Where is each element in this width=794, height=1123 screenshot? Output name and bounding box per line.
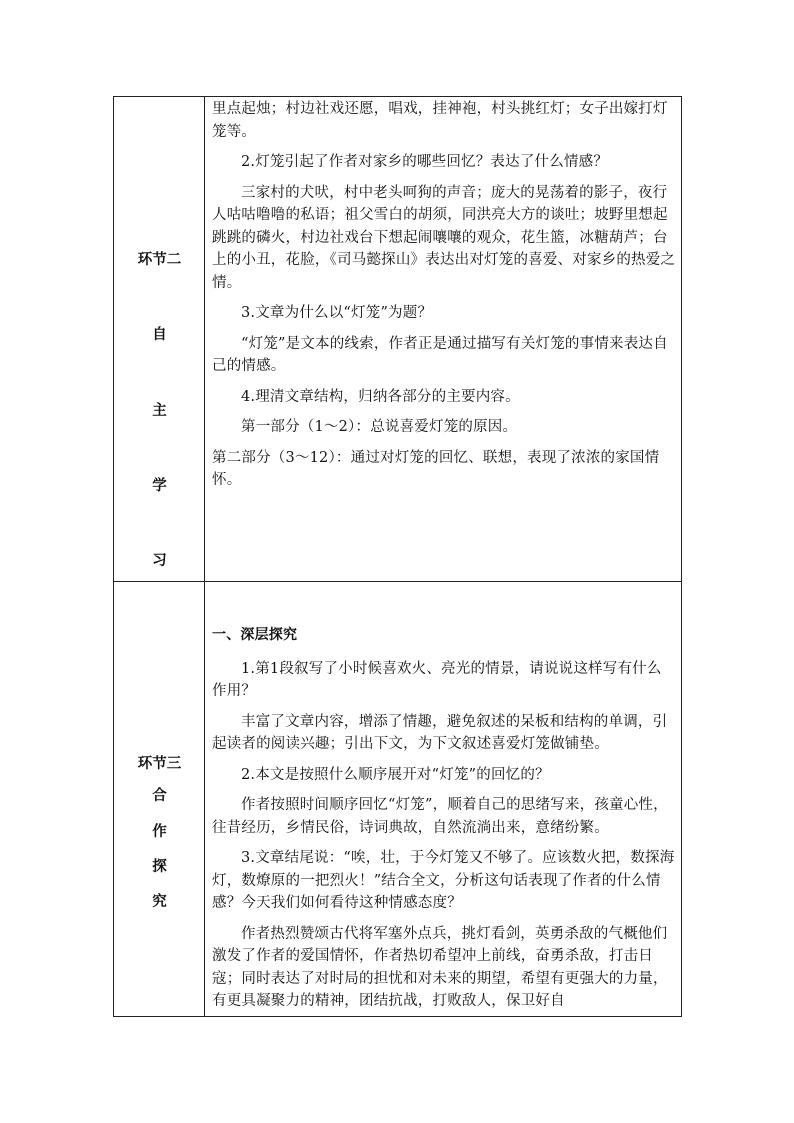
- answer: 丰富了文章内容，增添了情趣，避免叙述的呆板和结构的单调，引起读者的阅读兴趣；引出下文，为下文叙述喜爱灯笼做铺垫。: [212, 713, 668, 752]
- table-row: [114, 97, 681, 582]
- section-label-char: 作: [152, 824, 167, 840]
- answer: 作者热烈赞颂古代将军塞外点兵，挑灯看剑，英勇杀敌的气概他们激发了作者的爱国情怀，作者热切希望冲上前线，奋勇杀敌，打击日寇；同时表达了对时局的担忧和对未来的期望，希望有更强大的力量，有更具凝聚力的精神，团结抗战，打败敌人，保卫好自: [212, 925, 668, 1009]
- section-heading: 一、深层探究: [212, 627, 298, 643]
- section-label-char: 探: [152, 859, 167, 875]
- lesson-table: [113, 96, 682, 1017]
- answer: 作者按照时间顺序回忆“灯笼”，顺着自己的思绪写来，孩童心性，往昔经历，乡情民俗，诗词典故，自然流淌出来，意绪纷繁。: [212, 797, 668, 836]
- question: 4.理清文章结构，归纳各部分的主要内容。: [241, 388, 520, 405]
- paragraph: 里点起烛；村边社戏还愿，唱戏，挂神袍，村头挑红灯；女子出嫁打灯笼等。: [212, 101, 668, 140]
- question: 2.本文是按照什么顺序展开对“灯笼”的回忆的？: [241, 766, 550, 783]
- section-label-char: 学: [152, 478, 167, 494]
- section-label-cell: [114, 582, 205, 1016]
- section-label-char: 究: [152, 894, 167, 910]
- section-content-cell: [205, 97, 681, 581]
- question: 1.第1段叙写了小时候喜欢火、亮光的情景，请说说这样写有什么作用？: [212, 660, 662, 699]
- question: 3.文章结尾说：“唉，壮，于今灯笼又不够了。应该数火把，数探海灯，数燎原的一把烈火！”结合全文，分析这句话表现了作者的什么情感？今天我们如何看待这种情感态度？: [212, 850, 675, 911]
- answer: “灯笼”是文本的线索，作者正是通过描写有关灯笼的事情来表达自己的情感。: [212, 335, 668, 374]
- section-label-title: 环节二: [137, 252, 182, 268]
- section-content-cell: [205, 582, 681, 1016]
- answer: 三家村的犬吠，村中老头呵狗的声音；庞大的晃荡着的影子，夜行人咕咕噜噜的私语；祖父雪白的胡须，同洪亮大方的谈吐；坡野里想起跳跳的磷火，村边社戏台下想起闹嚷嚷的观众，花生篮，冰糖葫芦；台上的小丑，花脸，《司马懿探山》表达出对灯笼的喜爱、对家乡的热爱之情。: [212, 184, 676, 291]
- section-label-char: 自: [152, 327, 167, 343]
- answer: 第二部分（3～12）：通过对灯笼的回忆、联想，表现了浓浓的家国情怀。: [212, 449, 660, 488]
- section-label-cell: [114, 97, 205, 581]
- question: 2.灯笼引起了作者对家乡的哪些回忆？表达了什么情感？: [241, 154, 609, 170]
- question: 3.文章为什么以“灯笼”为题？: [241, 305, 433, 321]
- answer: 第一部分（1～2）：总说喜爱灯笼的原因。: [241, 419, 518, 435]
- section-label-title: 环节三: [137, 756, 182, 772]
- section-label-char: 主: [152, 403, 167, 419]
- table-row: [114, 582, 681, 1016]
- section-label-char: 习: [152, 553, 167, 569]
- section-label-char: 合: [152, 788, 167, 804]
